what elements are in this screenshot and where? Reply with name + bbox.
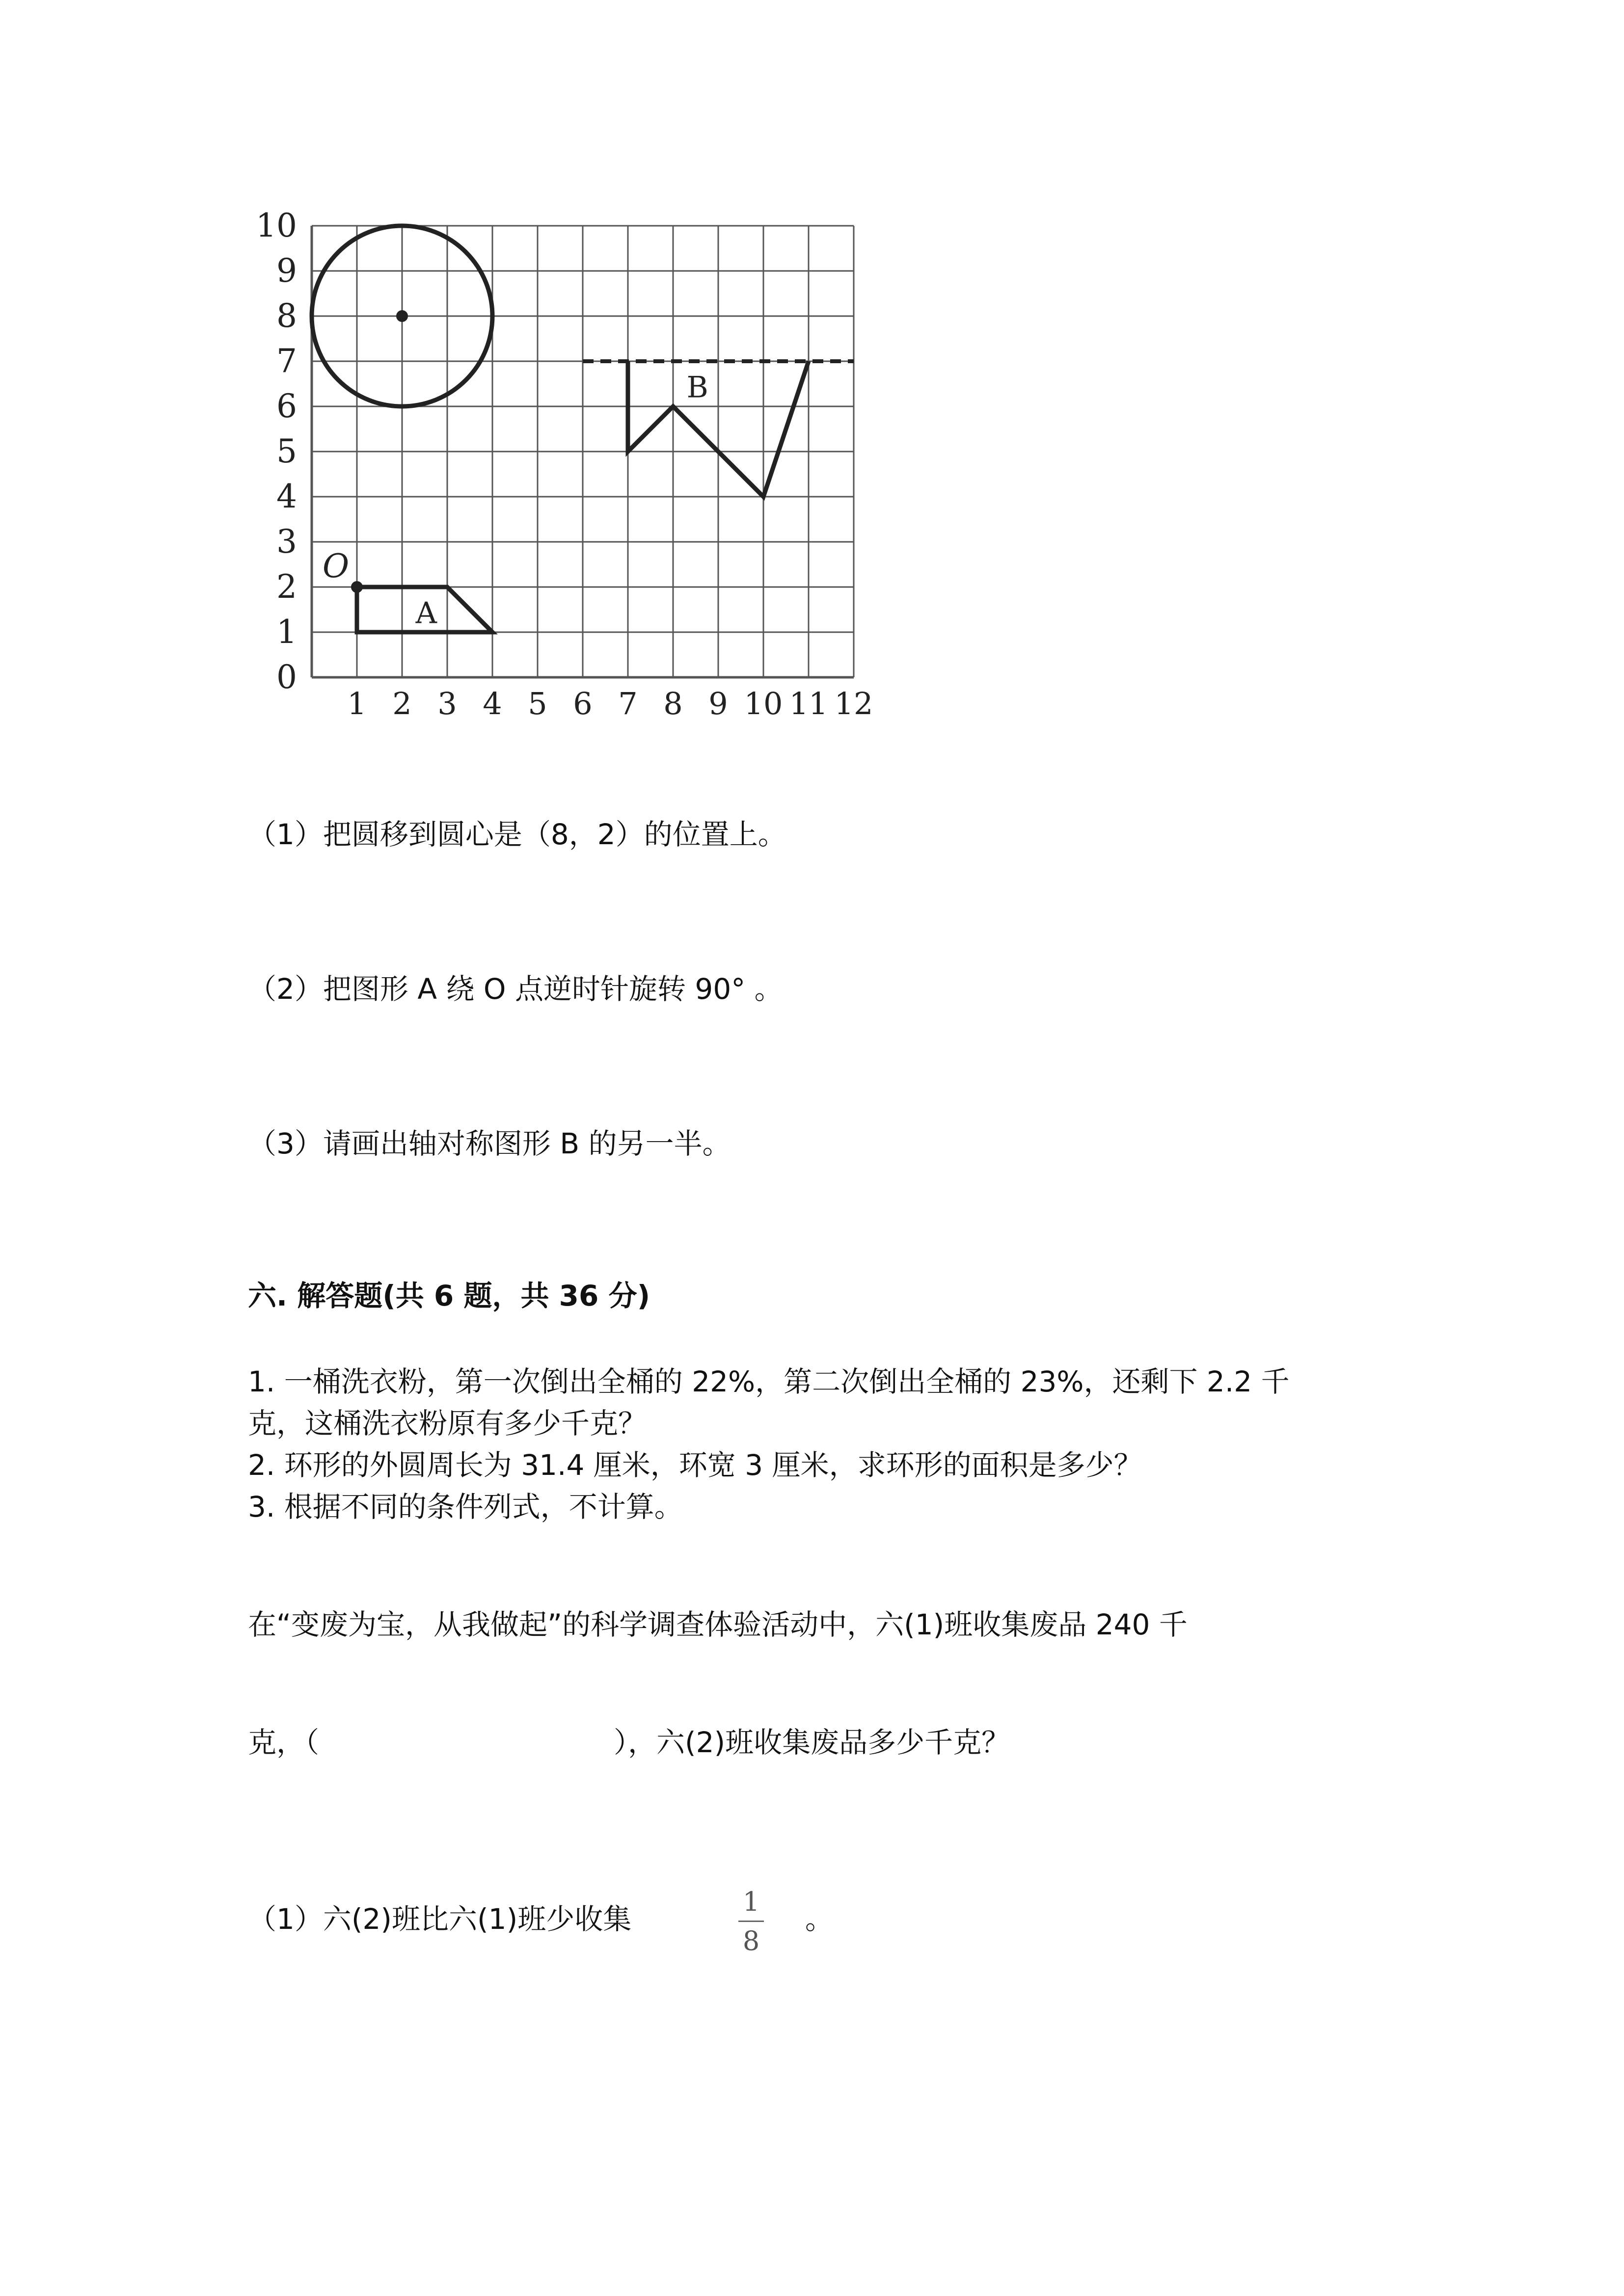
- coordinate-grid-figure: [236, 191, 923, 736]
- sub-question-1: （1）六(2)班比六(1)班少收集: [248, 1902, 632, 1936]
- context-line-1: 在“变废为宝，从我做起”的科学调查体验活动中，六(1)班收集废品 240 千: [248, 1608, 1188, 1641]
- question-5-3: （3）请画出轴对称图形 B 的另一半。: [248, 1127, 731, 1160]
- y-tick-label: 4: [276, 478, 297, 515]
- y-tick-label: 0: [276, 658, 297, 696]
- y-tick-label: 2: [276, 568, 297, 606]
- x-tick-label: 11: [789, 686, 828, 721]
- x-tick-label: 6: [573, 686, 593, 721]
- grid-lines: [312, 226, 854, 677]
- circle-center-dot: [396, 310, 408, 322]
- context-line-2-end: ），六(2)班收集废品多少千克？: [614, 1726, 1010, 1759]
- y-axis-tick-labels: [256, 207, 297, 696]
- x-axis-tick-labels: [347, 686, 873, 721]
- q3-text: 3. 根据不同的条件列式，不计算。: [248, 1490, 683, 1523]
- x-tick-label: 9: [708, 686, 728, 721]
- y-tick-label: 6: [276, 387, 297, 425]
- q1-line-2: 克，这桶洗衣粉原有多少千克？: [248, 1407, 647, 1440]
- y-tick-label: 10: [256, 207, 297, 244]
- sub-question-1-end: 。: [805, 1902, 834, 1936]
- y-tick-label: 5: [276, 432, 297, 470]
- fraction-one-eighth: [731, 1885, 771, 1958]
- x-tick-label: 7: [618, 686, 638, 721]
- x-tick-label: 5: [528, 686, 547, 721]
- y-tick-label: 8: [276, 297, 297, 335]
- x-tick-label: 12: [834, 686, 873, 721]
- x-tick-label: 2: [392, 686, 412, 721]
- y-tick-label: 3: [276, 523, 297, 561]
- y-tick-label: 7: [276, 342, 297, 380]
- x-tick-label: 1: [347, 686, 367, 721]
- x-tick-label: 8: [663, 686, 683, 721]
- shape-a-label: A: [415, 596, 437, 631]
- shape-b-label: B: [686, 370, 708, 405]
- point-o-dot: [351, 581, 363, 593]
- x-tick-label: 10: [744, 686, 783, 721]
- fraction-denominator: 8: [742, 1925, 760, 1956]
- section-6-heading: 六. 解答题(共 6 题，共 36 分): [248, 1279, 650, 1312]
- q1-line-1: 1. 一桶洗衣粉，第一次倒出全桶的 22%，第二次倒出全桶的 23%，还剩下 2.2 千: [248, 1365, 1290, 1398]
- point-o-label: O: [323, 547, 350, 585]
- y-tick-label: 9: [276, 252, 297, 290]
- context-line-2-start: 克，（: [248, 1726, 320, 1759]
- x-tick-label: 3: [437, 686, 457, 721]
- x-tick-label: 4: [483, 686, 502, 721]
- question-5-1: （1）把圆移到圆心是（8，2）的位置上。: [248, 818, 786, 851]
- q2-text: 2. 环形的外圆周长为 31.4 厘米，环宽 3 厘米，求环形的面积是多少？: [248, 1448, 1142, 1482]
- question-5-2: （2）把图形 A 绕 O 点逆时针旋转 90° 。: [248, 972, 783, 1006]
- fraction-bar: [738, 1921, 764, 1922]
- y-tick-label: 1: [276, 613, 297, 651]
- fraction-numerator: 1: [742, 1886, 760, 1917]
